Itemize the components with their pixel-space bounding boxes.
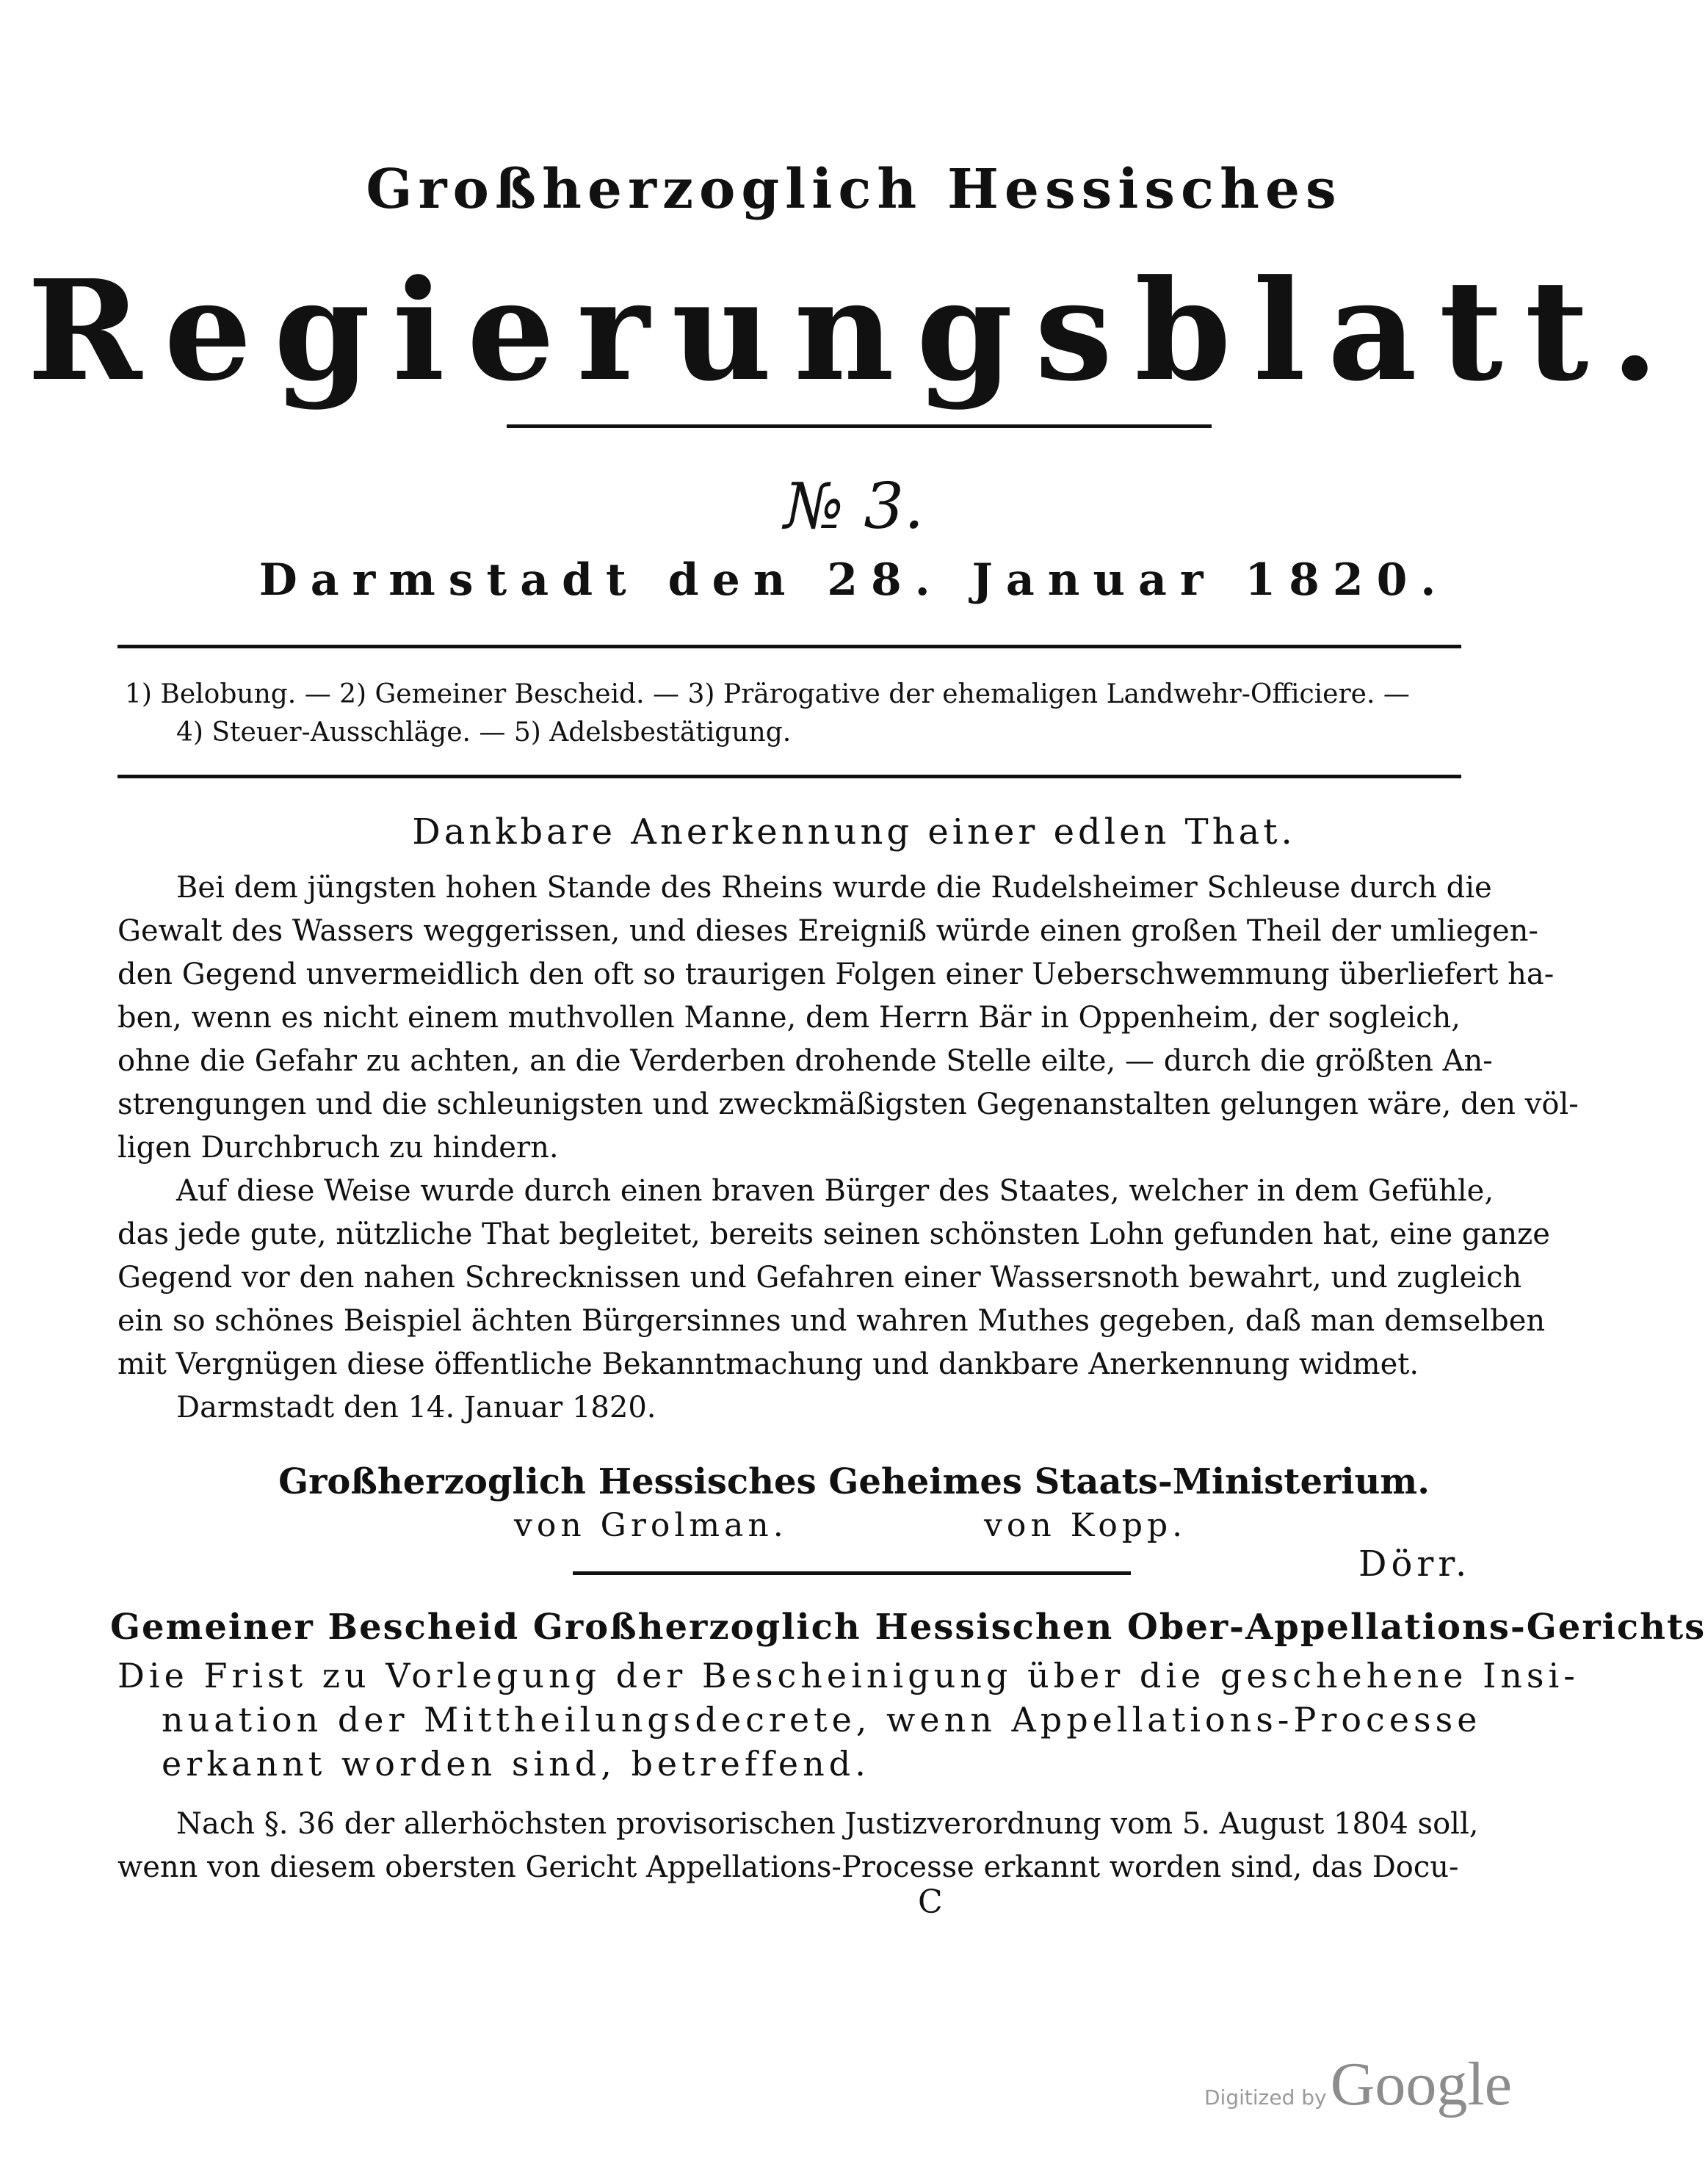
google-watermark — [1204, 2049, 1512, 2120]
issue-number: № 3. — [784, 470, 924, 543]
text-line: ohne die Gefahr zu achten, an die Verderben drohende Stelle eilte, — durch die größten An- — [117, 1044, 1493, 1078]
signer-doerr: Dörr. — [1358, 1543, 1472, 1585]
ministry-signature: Großherzoglich Hessisches Geheimes Staats-Ministerium. — [278, 1461, 1430, 1502]
section-divider — [573, 1571, 1131, 1575]
text-line: strengungen und die schleunigsten und zweckmäßigsten Gegenanstalten gelungen wäre, den völ- — [117, 1087, 1579, 1121]
text-line: Gewalt des Wassers weggerissen, und dieses Ereigniß würde einen großen Theil der umliegen- — [117, 914, 1538, 948]
article-1-place-date — [117, 1386, 1461, 1430]
text-line: wenn von diesem obersten Gericht Appellations-Processe erkannt worden sind, das Docu- — [117, 1850, 1459, 1884]
toc-bottom-rule — [117, 775, 1461, 778]
text-line: ein so schönes Beispiel ächten Bürgersinnes und wahren Muthes gegeben, daß man demselben — [117, 1304, 1546, 1338]
text-line: mit Vergnügen diese öffentliche Bekanntmachung und dankbare Anerkennung widmet. — [117, 1347, 1419, 1381]
subheading-line: nuation der Mittheilungsdecrete, wenn Appellations-Processe — [162, 1700, 1482, 1740]
masthead-rule — [507, 424, 1212, 428]
subheading-line: Die Frist zu Vorlegung der Bescheinigung über die geschehene Insi- — [117, 1656, 1579, 1695]
masthead-pre-title: Großherzoglich Hessisches — [366, 158, 1342, 221]
place-date: Darmstadt den 14. Januar 1820. — [176, 1391, 656, 1425]
article-1-paragraph-1 — [117, 866, 1579, 1170]
toc-line-2: 4) Steuer-Ausschläge. — 5) Adelsbestätigung. — [176, 717, 792, 747]
article-2-heading: Gemeiner Bescheid Großherzoglich Hessischen Ober-Appellations-Gerichts — [110, 1607, 1707, 1648]
text-line: das jede gute, nützliche That begleitet, bereits seinen schönsten Lohn gefunden hat, eine ganze — [117, 1217, 1550, 1251]
signer-grolman: von Grolman. — [514, 1507, 788, 1544]
signature-mark: C — [918, 1883, 943, 1921]
article-1-heading: Dankbare Anerkennung einer edlen That. — [412, 811, 1296, 852]
signer-kopp: von Kopp. — [984, 1507, 1187, 1544]
digitized-label: Digitized by — [1204, 2085, 1327, 2110]
google-logo: Google — [1330, 2050, 1512, 2118]
text-line: ligen Durchbruch zu hindern. — [117, 1131, 559, 1165]
subheading-line: erkannt worden sind, betreffend. — [162, 1744, 870, 1784]
masthead-title: Regierungsblatt. — [27, 250, 1681, 412]
dateline: Darmstadt den 28. Januar 1820. — [258, 554, 1450, 606]
text-line: Nach §. 36 der allerhöchsten provisorischen Justizverordnung vom 5. August 1804 soll, — [176, 1807, 1479, 1841]
text-line: den Gegend unvermeidlich den oft so traurigen Folgen einer Ueberschwemmung überliefert ha- — [117, 958, 1555, 991]
text-line: ben, wenn es nicht einem muthvollen Manne, dem Herrn Bär in Oppenheim, der sogleich, — [117, 1001, 1461, 1035]
toc-top-rule — [117, 645, 1461, 648]
text-line: Auf diese Weise wurde durch einen braven Bürger des Staates, welcher in dem Gefühle, — [176, 1174, 1494, 1208]
text-line: Gegend vor den nahen Schrecknissen und Gefahren einer Wassersnoth bewahrt, und zugleich — [117, 1261, 1522, 1295]
toc-line-1: 1) Belobung. — 2) Gemeiner Bescheid. — 3) Prärogative der ehemaligen Landwehr-Officiere. — — [125, 679, 1410, 709]
text-line: Bei dem jüngsten hohen Stande des Rheins wurde die Rudelsheimer Schleuse durch die — [176, 871, 1492, 905]
article-1-paragraph-2 — [117, 1170, 1550, 1386]
article-2-subheading — [117, 1654, 1579, 1786]
article-2-paragraph-1 — [117, 1803, 1479, 1889]
